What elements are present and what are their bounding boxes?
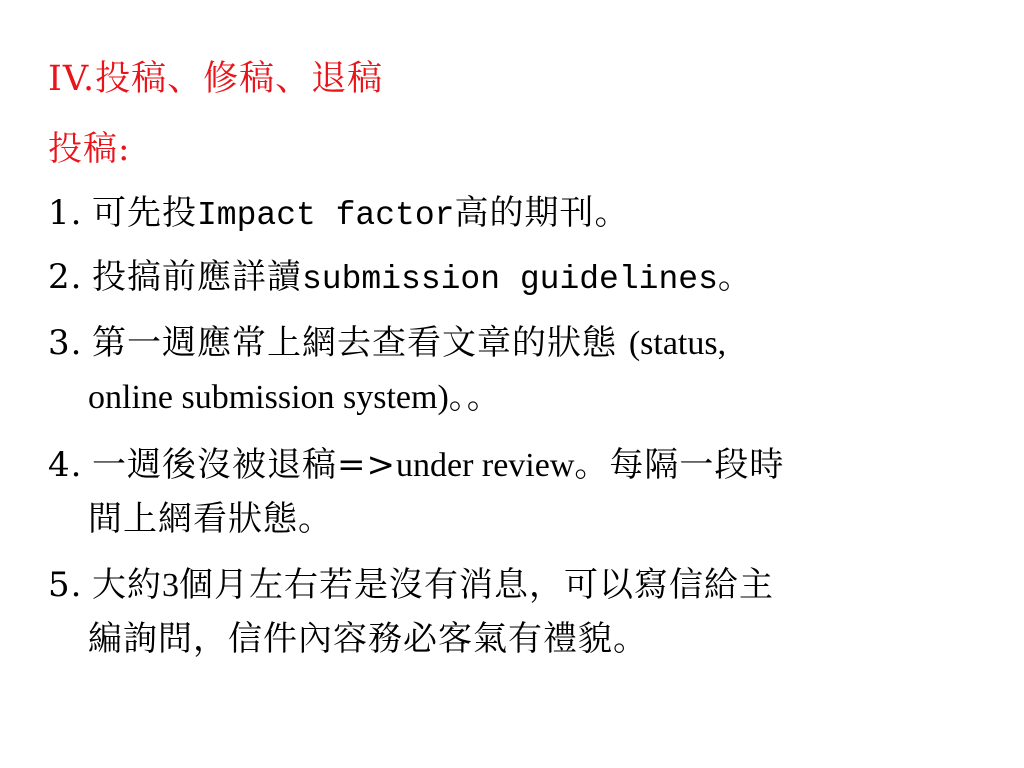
list-item-text: 。每隔一段時 [574, 445, 785, 485]
list-item-term: under review [395, 447, 575, 484]
list-item-text: 投搞前應詳讀 [92, 257, 302, 297]
list-item-number: 3. [48, 323, 83, 363]
list-item-1 [48, 192, 629, 237]
list-item-number: 4. [48, 445, 83, 485]
list-item-text: 間上網看狀態。 [88, 499, 333, 539]
list-item-text: 。 [717, 257, 753, 297]
list-item-text: 編詢問，信件內容務必客氣有禮貌。 [88, 619, 648, 659]
list-item-text: 。。 [448, 377, 502, 417]
list-item-text: 一週後沒被退稿=> [92, 445, 396, 485]
list-item-number: 5. [48, 565, 83, 605]
list-item-5 [48, 564, 774, 607]
list-item-term: Impact factor [197, 197, 455, 234]
list-item-4 [48, 444, 784, 487]
subheading: 投稿: [48, 129, 131, 169]
slide-title: IV.投稿、修稿、退稿 [48, 59, 384, 99]
list-item-4-continuation [88, 498, 333, 540]
list-item-number: 2. [48, 257, 83, 297]
list-item-text: 可先投 [92, 193, 197, 233]
list-item-text: 大約 [92, 565, 162, 605]
list-item-text: 第一週應常上網去查看文章的狀態 [92, 323, 629, 363]
list-item-3-continuation [88, 376, 502, 419]
list-item-2 [48, 256, 753, 301]
list-item-number: 1. [48, 193, 83, 233]
list-item-term: submission guidelines [302, 261, 718, 298]
list-item-term: 3 [162, 567, 179, 604]
list-item-text: 個月左右若是沒有消息，可以寫信給主 [179, 565, 774, 605]
list-item-3 [48, 322, 726, 365]
list-item-5-continuation [88, 618, 648, 660]
list-item-term: online submission system) [88, 379, 449, 416]
list-item-term: (status, [628, 325, 727, 362]
list-item-text: 高的期刊。 [454, 193, 630, 233]
